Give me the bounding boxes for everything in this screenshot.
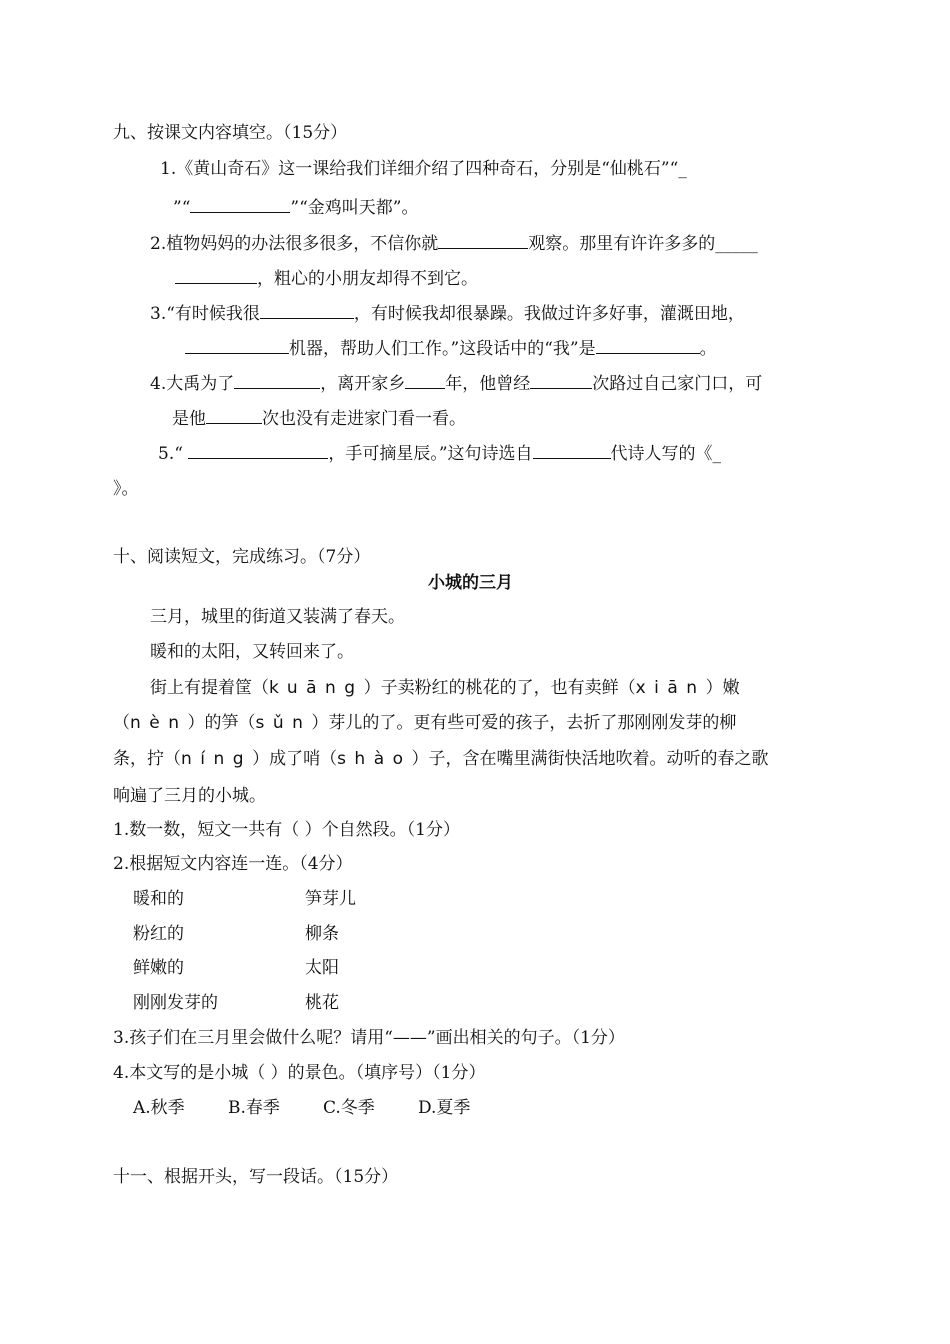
q9-3-text-a: 3.“有时候我很 (150, 304, 260, 324)
q9-2-text-b: 观察。那里有许许多多的_____ (528, 234, 758, 254)
match-right-item[interactable]: 笋芽儿 (305, 889, 356, 909)
match-left-item[interactable]: 暖和的 (133, 889, 184, 909)
q10-3: 3.孩子们在三月里会做什么呢？请用“——”画出相关的句子。（1分） (113, 1028, 625, 1048)
q9-4-text-e: 是他 (172, 409, 206, 429)
option-c[interactable]: C.冬季 (323, 1098, 375, 1118)
q9-3-line2 (185, 335, 717, 361)
answer-blank[interactable] (175, 265, 257, 284)
passage-text: ）子，含在嘴里满街快活地吹着。动听的春之歌 (411, 749, 769, 769)
q9-2-line2 (175, 265, 478, 291)
q10-2: 2.根据短文内容连一连。（4分） (113, 854, 353, 874)
answer-blank[interactable] (596, 335, 700, 354)
passage-text: ）芽儿的了。更有些可爱的孩子，去折了那刚刚发芽的柳 (311, 713, 737, 733)
q9-5-text-b: ，手可摘星辰。”这句诗选自 (328, 444, 533, 464)
q9-4-text-a: 4.大禹为了 (150, 374, 235, 394)
answer-blank[interactable] (190, 194, 290, 213)
q9-5-text-a: 5.“ (158, 444, 189, 464)
answer-blank[interactable] (234, 370, 320, 389)
answer-blank[interactable] (405, 370, 445, 389)
q9-1-line1 (160, 157, 687, 181)
passage-paragraph-3-line3 (113, 747, 769, 771)
q9-2-line1 (150, 230, 758, 256)
q9-4-text-b: ，离开家乡 (320, 374, 406, 394)
pinyin: shào (337, 749, 412, 769)
option-b[interactable]: B.春季 (228, 1098, 280, 1118)
match-right-item[interactable]: 桃花 (305, 993, 339, 1013)
q9-1-line2 (173, 194, 418, 220)
pinyin: xiān (635, 678, 706, 698)
pinyin: níng (181, 749, 253, 769)
passage-text: ）子卖粉红的桃花的了，也有卖鲜（ (363, 678, 636, 698)
passage-paragraph-3-line1 (150, 676, 740, 700)
pinyin: kuāng (269, 678, 364, 698)
q9-4-text-c: 年，他曾经 (445, 374, 531, 394)
passage-text: （ (113, 713, 130, 733)
pinyin: nèn (130, 713, 188, 733)
match-left-item[interactable]: 刚刚发芽的 (133, 993, 218, 1013)
pinyin: sǔn (255, 713, 312, 733)
section-11-heading: 十一、根据开头，写一段话。（15分） (113, 1167, 399, 1187)
option-d[interactable]: D.夏季 (418, 1098, 471, 1118)
passage-text: ）嫩 (705, 678, 740, 698)
q9-2-text-a: 2.植物妈妈的办法很多很多，不信你就 (150, 234, 439, 254)
q10-1: 1.数一数，短文一共有（ ）个自然段。（1分） (113, 820, 460, 840)
answer-blank[interactable] (260, 300, 354, 319)
passage-text: 街上有提着筐（ (150, 678, 269, 698)
q9-3-text-b: ，有时候我却很暴躁。我做过许多好事，灌溉田地， (353, 304, 745, 324)
answer-blank[interactable] (185, 335, 289, 354)
answer-blank[interactable] (438, 230, 528, 249)
passage-text: ）的笋（ (187, 713, 256, 733)
q9-4-line1 (150, 370, 762, 396)
q9-1-text-c: ”“金鸡叫天都”。 (290, 198, 419, 218)
q9-5-line1 (158, 440, 721, 466)
passage-paragraph-1: 三月，城里的街道又装满了春天。 (150, 607, 405, 627)
passage-text: 条，拧（ (113, 749, 181, 769)
answer-blank[interactable] (206, 405, 262, 424)
option-a[interactable]: A.秋季 (133, 1098, 185, 1118)
match-left-item[interactable]: 粉红的 (133, 924, 184, 944)
match-right-item[interactable]: 柳条 (305, 924, 339, 944)
q9-5-text-c: 代诗人写的《_ (610, 444, 722, 464)
passage-text: ）成了哨（ (252, 749, 338, 769)
match-right-item[interactable]: 太阳 (305, 958, 339, 978)
section-9-heading: 九、按课文内容填空。（15分） (113, 123, 348, 143)
q9-3-text-d: 。 (699, 339, 717, 359)
answer-blank[interactable] (533, 440, 611, 459)
q9-1-text: 1.《黄山奇石》这一课给我们详细介绍了四种奇石，分别是“仙桃石”“_ (160, 159, 687, 179)
q9-5-line2: 》。 (113, 479, 139, 499)
q10-4: 4.本文写的是小城（ ）的景色。（填序号）（1分） (113, 1063, 486, 1083)
q9-4-text-f: 次也没有走进家门看一看。 (262, 409, 466, 429)
q9-4-line2 (172, 405, 466, 431)
section-10-heading: 十、阅读短文，完成练习。（7分） (113, 547, 371, 567)
q9-1-text-b: ”“ (173, 198, 191, 218)
q9-4-text-d: 次路过自己家门口，可 (592, 374, 763, 394)
passage-paragraph-2: 暖和的太阳，又转回来了。 (150, 642, 354, 662)
q9-3-text-c: 机器，帮助人们工作。”这段话中的“我”是 (289, 339, 596, 359)
q9-3-line1 (150, 300, 745, 326)
answer-blank[interactable] (530, 370, 592, 389)
q9-2-text-c: ，粗心的小朋友却得不到它。 (257, 269, 478, 289)
passage-paragraph-3-line4: 响遍了三月的小城。 (113, 786, 266, 806)
answer-blank[interactable] (188, 440, 328, 459)
passage-title: 小城的三月 (428, 573, 513, 593)
passage-paragraph-3-line2 (113, 711, 736, 735)
match-left-item[interactable]: 鲜嫩的 (133, 958, 184, 978)
